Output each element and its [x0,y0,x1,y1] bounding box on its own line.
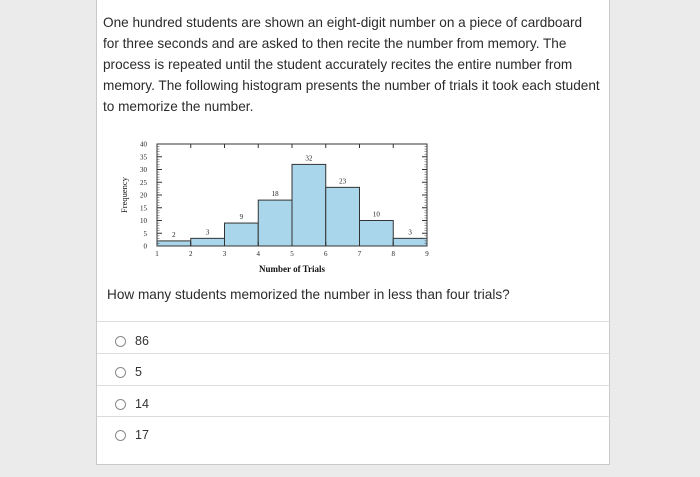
option-label: 14 [135,397,149,411]
histogram-bar [258,200,292,246]
histogram-chart [117,136,437,283]
x-tick-label: 9 [425,250,429,258]
radio-icon[interactable] [115,367,126,378]
option-17[interactable] [115,428,149,442]
bar-data-label: 2 [172,230,176,239]
bar-data-label: 3 [205,228,210,237]
radio-icon[interactable] [115,430,126,441]
option-label: 5 [135,365,142,379]
y-tick-label: 35 [140,153,147,162]
y-axis-label: Frequency [119,177,129,213]
histogram-bar [191,238,225,246]
bar-data-label: 32 [305,154,313,163]
x-tick-label: 5 [290,250,294,258]
y-tick-label: 40 [140,140,147,149]
x-tick-label: 7 [357,250,362,258]
option-5[interactable] [115,365,142,379]
bar-data-label: 18 [271,190,279,199]
y-tick-label: 0 [143,242,147,251]
y-tick-label: 5 [143,229,147,238]
x-tick-label: 4 [256,250,260,258]
sub-question-text: How many students memorized the number in less than four trials? [107,287,510,302]
histogram-svg [117,136,437,278]
y-tick-label: 10 [140,217,147,225]
bar-data-label: 10 [372,210,380,219]
y-tick-label: 25 [140,178,147,187]
divider [97,385,611,386]
divider [97,353,611,354]
radio-icon[interactable] [115,399,126,410]
bar-data-label: 3 [408,228,412,237]
divider [97,321,611,322]
x-tick-label: 3 [222,250,227,258]
x-axis-label: Number of Trials [258,264,326,274]
radio-icon[interactable] [115,336,126,347]
option-14[interactable] [115,397,149,411]
histogram-bar [225,223,259,246]
option-label: 17 [135,428,149,442]
y-tick-label: 30 [140,166,147,174]
histogram-bar [292,164,326,246]
histogram-bar [157,241,191,246]
y-tick-label: 20 [140,191,147,200]
histogram-bar [326,187,360,246]
question-card [96,0,610,465]
option-label: 86 [135,334,149,348]
histogram-bar [360,221,394,247]
option-86[interactable] [115,334,149,348]
histogram-bar [393,238,427,246]
bar-data-label: 9 [239,213,244,222]
x-tick-label: 1 [155,250,159,258]
x-tick-label: 6 [324,250,328,258]
divider [97,416,611,417]
x-tick-label: 8 [391,250,395,258]
question-text: One hundred students are shown an eight-digit number on a piece of cardboard for three seconds and are asked to then recite the number from memory. The process is repeated until the student accurately recites the entire number from memory. The following histogram presents the number of trials it took each student to memorize the number. [103,15,600,114]
y-tick-label: 15 [140,204,147,213]
x-tick-label: 2 [189,250,193,258]
bar-data-label: 23 [339,177,347,186]
